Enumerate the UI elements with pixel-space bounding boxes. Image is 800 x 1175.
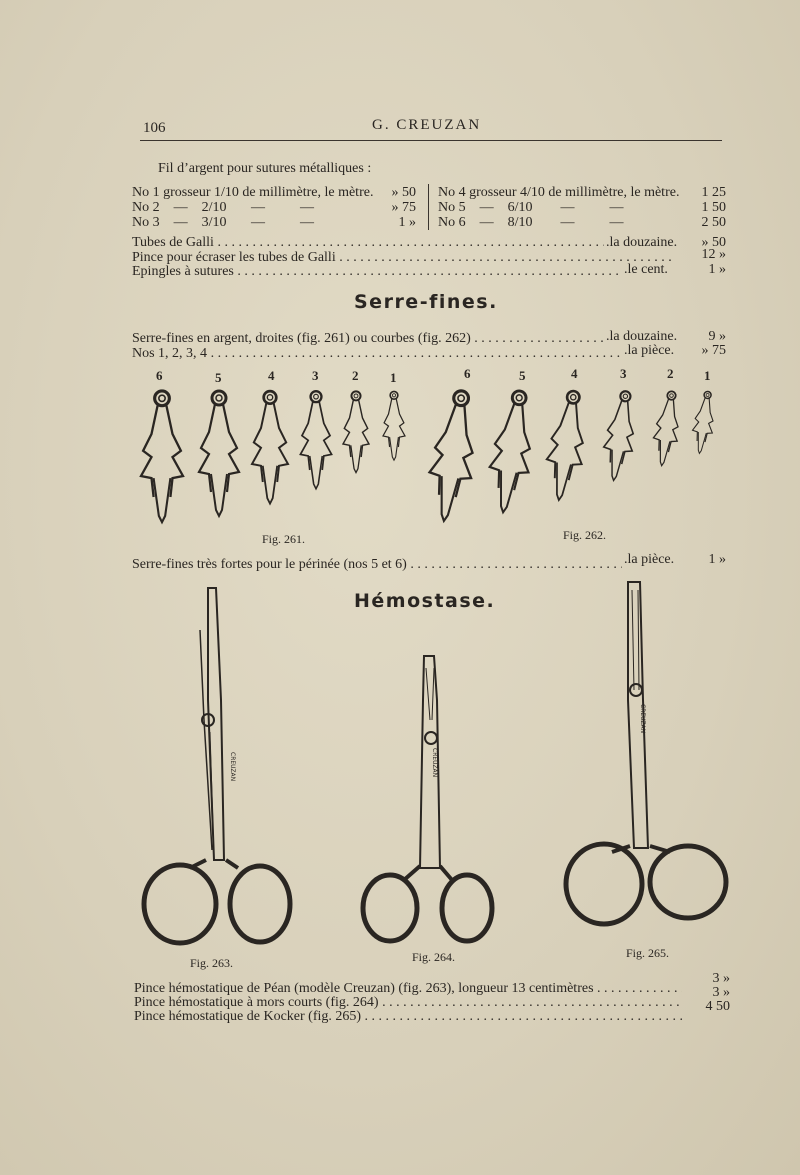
fig261-clip-4 <box>300 391 331 489</box>
fil-right-2-price: 1 50 <box>701 200 726 215</box>
fig262-number-2: 2 <box>667 366 674 381</box>
fig265-caption: Fig. 265. <box>626 946 670 960</box>
fig-262-serre-fines-courbes <box>423 388 718 524</box>
fig262-clip-4 <box>599 389 640 482</box>
pince-pean-label: Pince hémostatique de Péan (modèle Creuzan) (fig. 263), longueur 13 centimètres . . . <box>134 982 682 996</box>
fig-265-pince-kocker <box>566 582 726 924</box>
fig261-number-3: 3 <box>312 368 319 383</box>
fig-263-pince-pean <box>144 588 290 943</box>
fig261-caption: Fig. 261. <box>262 532 306 546</box>
pince-kocker-label: Pince hémostatique de Kocker (fig. 265) . . . <box>134 1010 682 1024</box>
fig262-clip-2 <box>484 388 540 515</box>
fig261-clip-3 <box>252 391 288 504</box>
fig261-clip-6 <box>383 391 405 460</box>
fil-left-3-label: No 3 — 3/10 — — <box>132 215 314 230</box>
tubes-galli-label: Tubes de Galli . . . <box>132 236 604 250</box>
fil-left-2-label: No 2 — 2/10 — — <box>132 200 314 215</box>
serre-fines-nos-label: Nos 1, 2, 3, 4 . . . <box>132 347 622 361</box>
fig261-number-4: 4 <box>268 368 275 383</box>
pince-pean-price: 3 » <box>712 971 730 986</box>
fig261-clip-2 <box>199 391 239 516</box>
fil-left-1-price: » 50 <box>391 185 416 200</box>
brand-mark-264: CREUZAN <box>431 748 438 778</box>
fig262-number-3: 3 <box>620 366 627 381</box>
fig264-caption: Fig. 264. <box>412 950 456 964</box>
fig262-number-5: 5 <box>519 368 526 383</box>
fil-left-3-price: 1 » <box>398 215 416 230</box>
fig261-number-1: 1 <box>390 370 397 385</box>
fil-right-3-label: No 6 — 8/10 — — <box>438 215 624 230</box>
fil-left-1-label: No 1 grosseur 1/10 de millimètre, le mètre. <box>132 185 374 200</box>
pince-mors-courts-price: 3 » <box>712 985 730 1000</box>
fig262-clip-3 <box>541 389 591 503</box>
fil-right-1-label: No 4 grosseur 4/10 de millimètre, le mètre. <box>438 185 680 200</box>
fig-264-pince-mors-courts <box>363 656 492 941</box>
fil-right-1-price: 1 25 <box>701 185 726 200</box>
fig-261-serre-fines-droites <box>141 391 405 522</box>
page-running-title: G. CREUZAN <box>372 117 482 133</box>
pince-galli-price: 12 » <box>701 247 726 262</box>
fig261-number-5: 5 <box>215 370 222 385</box>
fil-right-3-price: 2 50 <box>701 215 726 230</box>
tubes-galli-unit: .la douzaine. <box>606 235 678 250</box>
serre-fines-fortes-label: Serre-fines très fortes pour le périnée (nos 5 et 6) . . . <box>132 558 622 572</box>
pince-mors-courts-label: Pince hémostatique à mors courts (fig. 264) . . . <box>134 996 682 1010</box>
fig263-caption: Fig. 263. <box>190 956 234 970</box>
serre-fines-argent-unit: .la douzaine. <box>606 329 678 344</box>
fig261-clip-1 <box>141 391 183 522</box>
epingles-price: 1 » <box>708 262 726 277</box>
fil-right-2-label: No 5 — 6/10 — — <box>438 200 624 215</box>
fig262-clip-1 <box>423 388 483 524</box>
fil-intro: Fil d’argent pour sutures métalliques : <box>158 161 372 176</box>
brand-mark-265: CREUZAN <box>639 704 646 734</box>
serre-fines-argent-price: 9 » <box>708 329 726 344</box>
pince-kocker-price: 4 50 <box>705 999 730 1014</box>
fig262-number-6: 6 <box>464 366 471 381</box>
serre-fines-fortes-unit: .la pièce. <box>624 552 675 567</box>
hemostase-heading: Hémostase. <box>354 590 496 612</box>
fig261-number-2: 2 <box>352 368 359 383</box>
fig261-number-6: 6 <box>156 368 163 383</box>
epingles-unit: .le cent. <box>624 262 668 277</box>
serre-fines-heading: Serre-fines. <box>354 291 498 313</box>
fig262-number-4: 4 <box>571 366 578 381</box>
tubes-galli-price: » 50 <box>701 235 726 250</box>
pince-galli-label: Pince pour écraser les tubes de Galli . . . <box>132 251 672 265</box>
fil-left-2-price: » 75 <box>391 200 416 215</box>
fig261-clip-5 <box>343 391 369 472</box>
epingles-label: Épingles à sutures . . . <box>132 265 622 279</box>
serre-fines-fortes-price: 1 » <box>708 552 726 567</box>
serre-fines-nos-unit: .la pièce. <box>624 343 675 358</box>
serre-fines-argent-label: Serre-fines en argent, droites (fig. 261) ou courbes (fig. 262) . . . <box>132 332 606 346</box>
fig262-clip-6 <box>689 390 718 455</box>
fig262-number-1: 1 <box>704 368 711 383</box>
serre-fines-nos-price: » 75 <box>701 343 726 358</box>
fig262-caption: Fig. 262. <box>563 528 607 542</box>
brand-mark-263: CREUZAN <box>229 752 236 782</box>
page-number: 106 <box>143 120 166 136</box>
fig262-clip-5 <box>650 390 684 468</box>
